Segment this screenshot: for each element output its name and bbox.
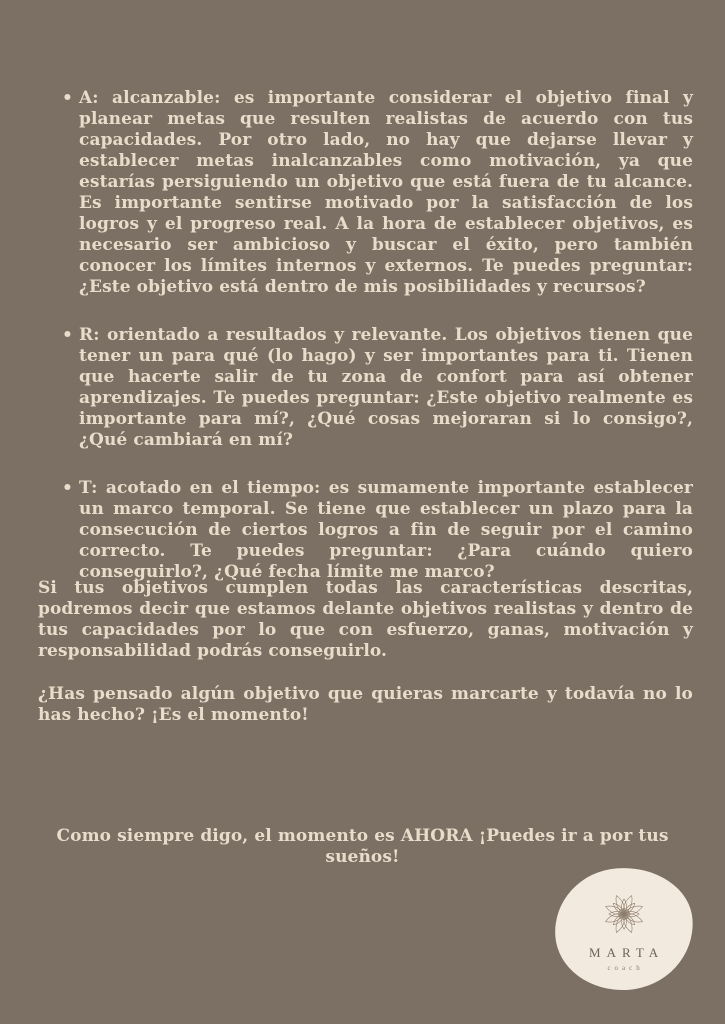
closing-line: Como siempre digo, el momento es AHORA ¡Puedes ir a por tus sueños! <box>56 826 669 867</box>
brand-logo-inner <box>583 887 664 972</box>
bullet-dot: • <box>62 88 73 108</box>
bullet-item-resultados <box>62 325 693 451</box>
paragraph-conclusion: Si tus objetivos cumplen todas las características descritas, podremos decir que estamos delante objetivos realistas y dentro de tus capacidades por lo que con esfuerzo, ganas, motivación y responsabilidad podrás conseguirlo. <box>38 578 693 661</box>
lotus-mandala-icon <box>597 887 651 941</box>
brand-subtitle: coach <box>607 963 645 972</box>
paragraph-call-to-action: ¿Has pensado algún objetivo que quieras marcarte y todavía no lo has hecho? ¡Es el momento! <box>38 684 693 725</box>
smart-bullets-section <box>62 88 693 610</box>
bullet-dot: • <box>62 325 73 345</box>
bullet-item-tiempo <box>62 478 693 583</box>
brand-logo <box>551 863 697 994</box>
bullet-list <box>62 88 693 583</box>
brand-name: MARTA <box>589 944 665 960</box>
bullet-text: A: alcanzable: es importante considerar el objetivo final y planear metas que resulten realistas de acuerdo con tus capacidades. Por otro lado, no hay que dejarse llevar y establecer metas inalcanzables como motivación, ya que estarías persiguiendo un objetivo que está fuera de tu alcance. Es importante sentirse motivado por la satisfacción de los logros y el progreso real. A la hora de establecer objetivos, es necesario ser ambicioso y buscar el éxito, pero también conocer los límites internos y externos. Te puedes preguntar: ¿Este objetivo está dentro de mis posibilidades y recursos? <box>79 88 693 297</box>
bullet-text: T: acotado en el tiempo: es sumamente importante establecer un marco temporal. Se tiene que establecer un plazo para la consecución de ciertos logros a fin de seguir por el camino correcto. Te puedes preguntar: ¿Para cuándo quiero conseguirlo?, ¿Qué fecha límite me marco? <box>79 478 693 582</box>
bullet-dot: • <box>62 478 73 498</box>
bullet-text: R: orientado a resultados y relevante. Los objetivos tienen que tener un para qué (lo hago) y ser importantes para ti. Tienen que hacerte salir de tu zona de confort para así obtener aprendizajes. Te puedes preguntar: ¿Este objetivo realmente es importante para mí?, ¿Qué cosas mejoraran si lo consigo?, ¿Qué cambiará en mí? <box>79 325 693 450</box>
bullet-item-alcanzable <box>62 88 693 298</box>
